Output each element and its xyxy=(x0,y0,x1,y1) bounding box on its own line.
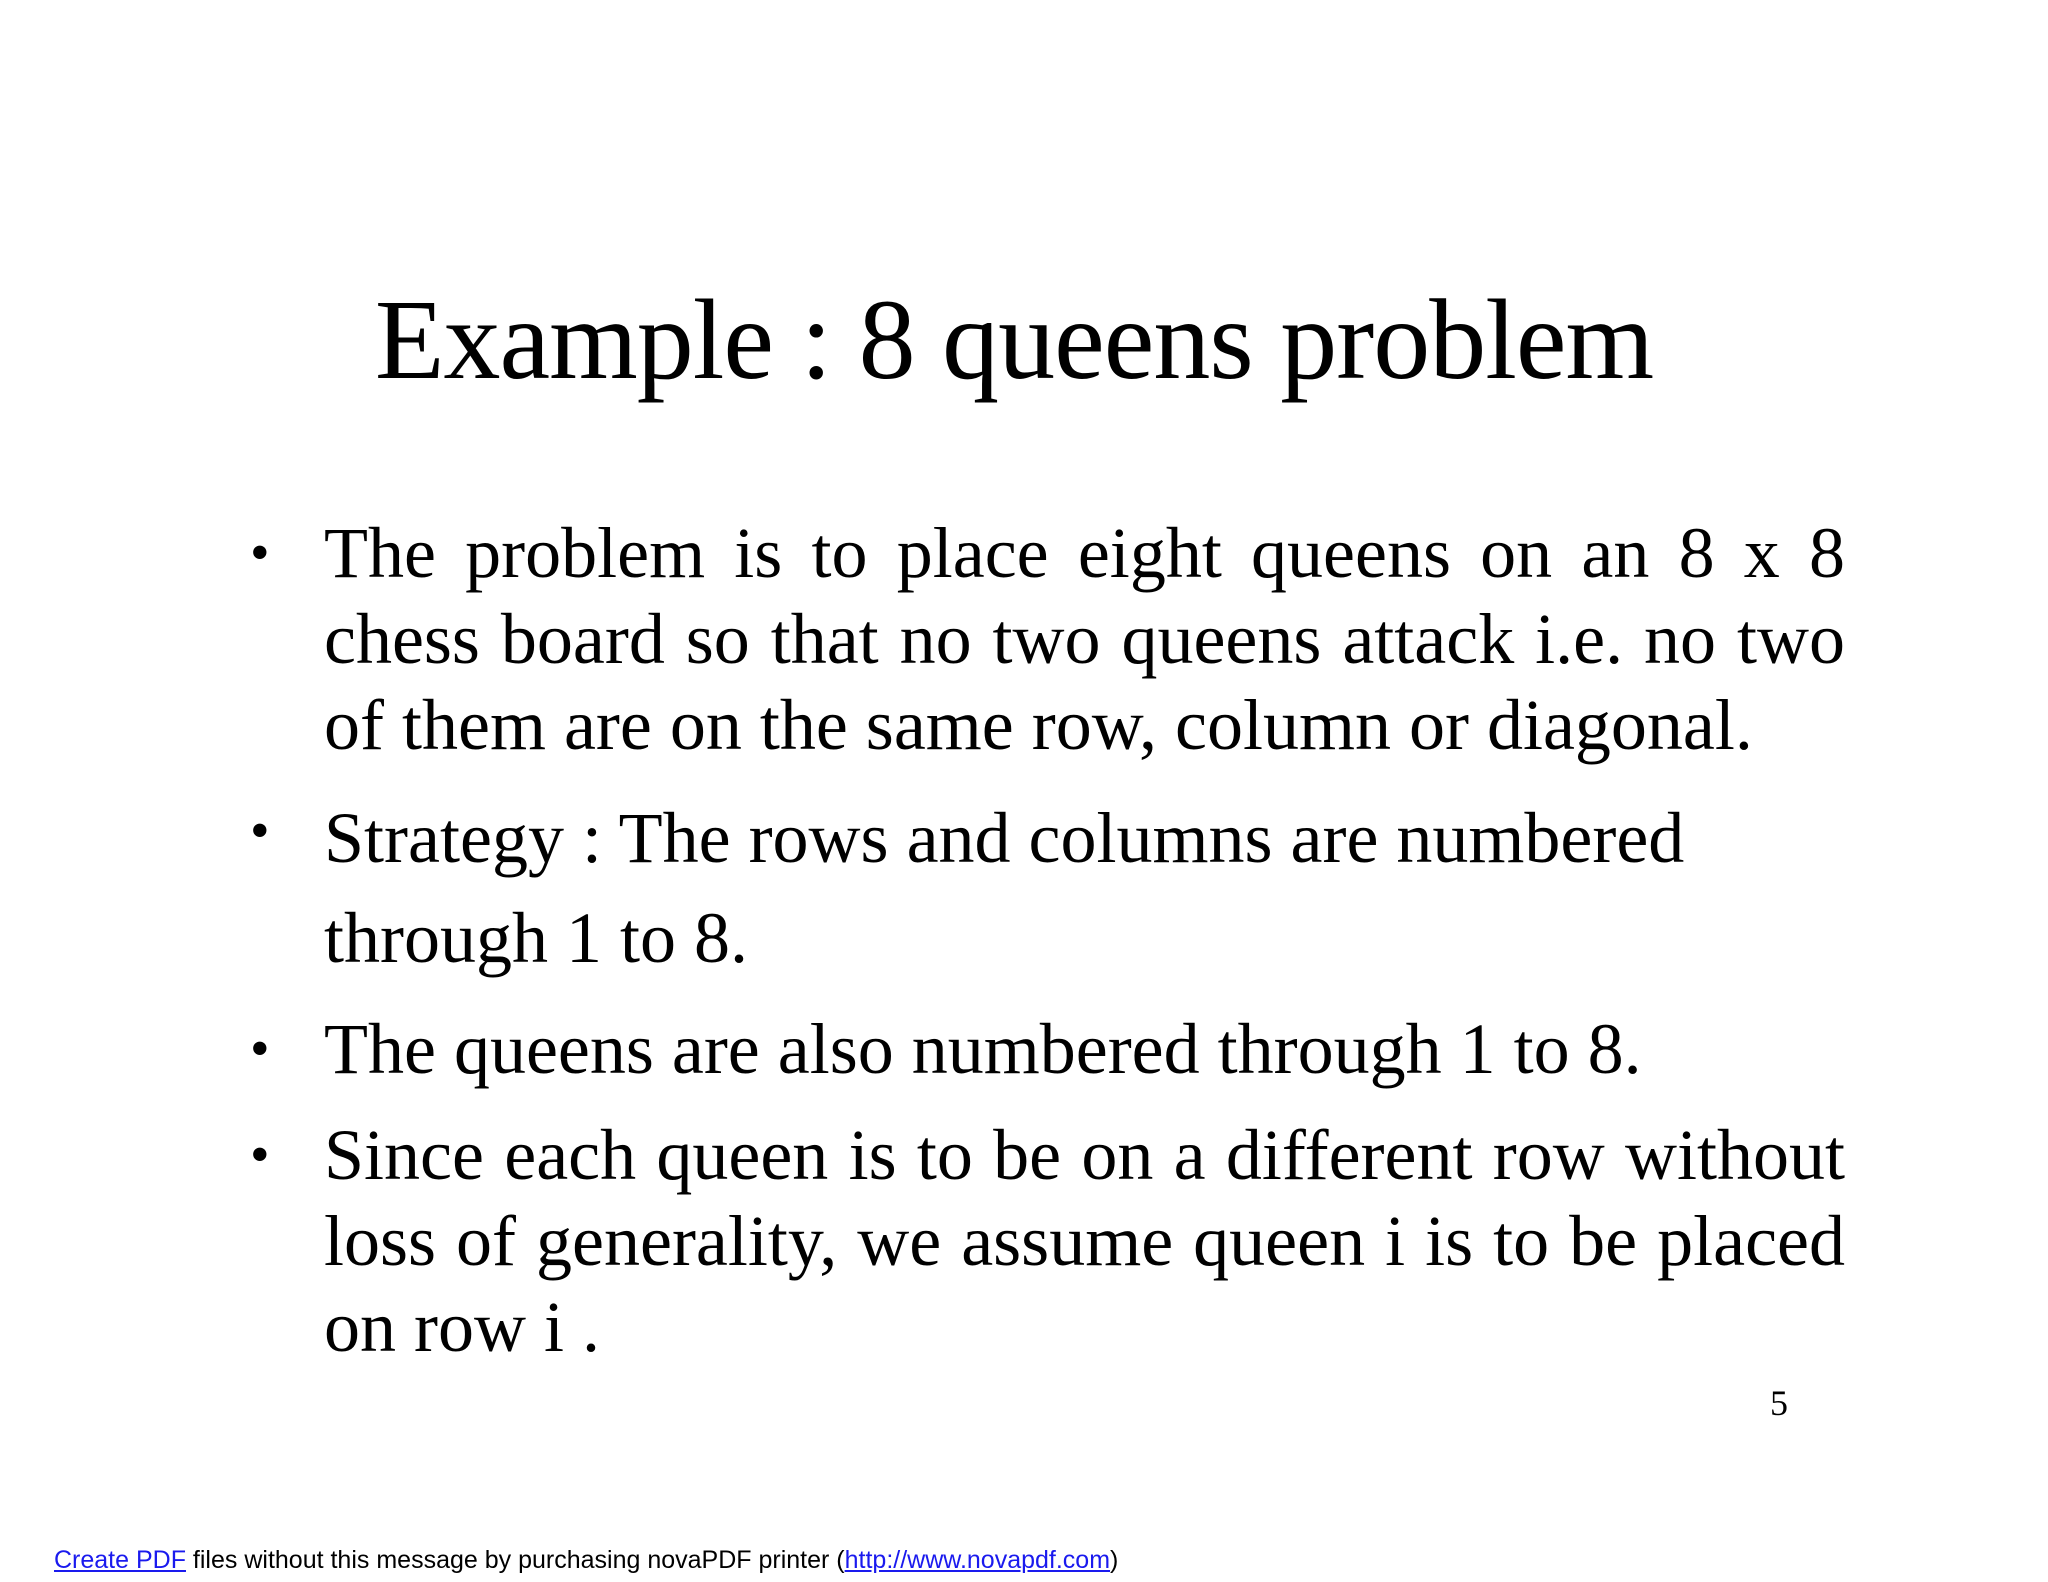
bullet-item xyxy=(250,1006,1845,1092)
bullet-item xyxy=(250,1112,1845,1370)
create-pdf-link[interactable]: Create PDF xyxy=(54,1546,186,1574)
page-number: 5 xyxy=(1770,1383,1788,1423)
bullet-dot: • xyxy=(250,800,270,862)
bullet-text: Strategy : The rows and columns are numbered through 1 to 8. xyxy=(324,798,1685,978)
slide-title-text: Example : 8 queens problem xyxy=(374,276,1654,403)
footer-closing: ) xyxy=(1110,1546,1119,1574)
bullet-text: The queens are also numbered through 1 to 8. xyxy=(324,1009,1642,1089)
bullet-dot: • xyxy=(250,1018,270,1080)
bullet-list xyxy=(250,510,1845,1370)
footer-message: files without this message by purchasing novaPDF printer ( xyxy=(185,1546,845,1574)
pdf-footer xyxy=(54,1545,1118,1575)
bullet-item xyxy=(250,510,1845,768)
slide-title xyxy=(0,276,2048,403)
bullet-dot: • xyxy=(250,522,270,584)
novapdf-url-link[interactable]: http://www.novapdf.com xyxy=(844,1546,1111,1574)
bullet-item xyxy=(250,788,1845,988)
bullet-dot: • xyxy=(250,1124,270,1186)
bullet-text: Since each queen is to be on a different row without loss of generality, we assume queen i is to be placed on row i . xyxy=(324,1115,1845,1367)
bullet-text: The problem is to place eight queens on an 8 x 8 chess board so that no two queens attack i.e. no two of them are on the same row, column or diagonal. xyxy=(324,513,1845,765)
